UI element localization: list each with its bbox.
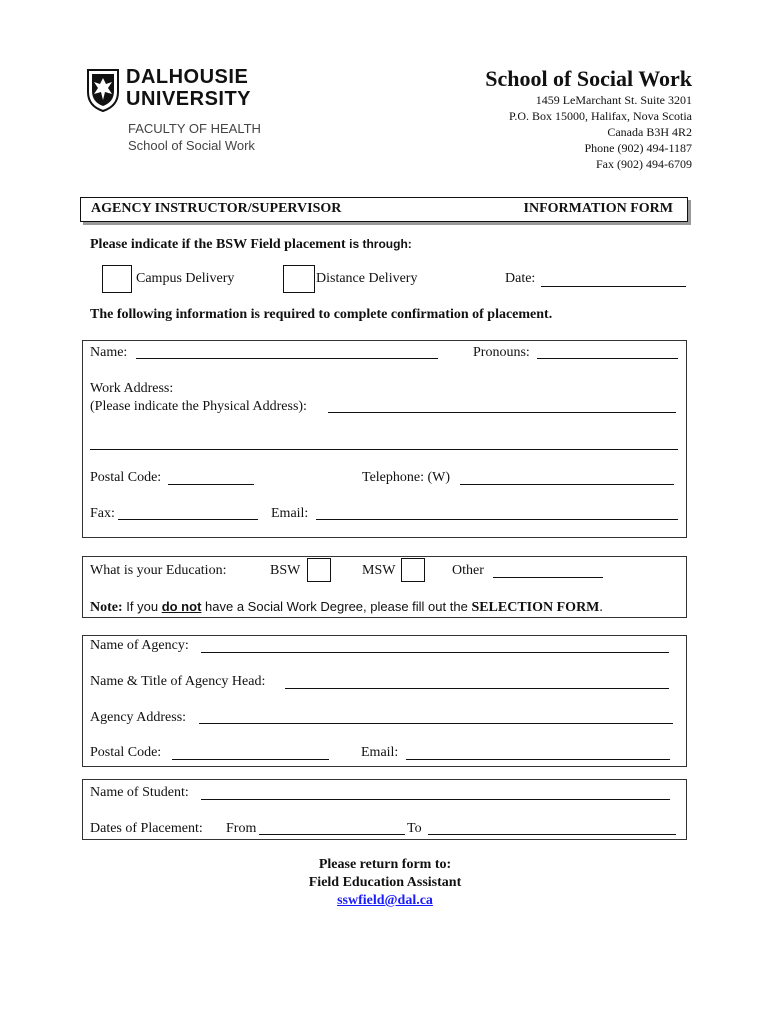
return-line2: Field Education Assistant [308,875,462,890]
address-line: P.O. Box 15000, Halifax, Nova Scotia [509,109,692,123]
pronouns-label: Pronouns: [473,345,530,360]
msw-label: MSW [362,563,396,578]
agency-head-label: Name & Title of Agency Head: [90,674,266,689]
contact-section [82,340,687,538]
work-address-field-2[interactable] [90,449,678,450]
student-name-field[interactable] [201,799,670,800]
other-field[interactable] [493,577,603,578]
distance-delivery-checkbox[interactable] [283,265,315,293]
education-question: What is your Education: [90,563,227,578]
campus-delivery-checkbox[interactable] [102,265,132,293]
postal-code-field[interactable] [168,484,254,485]
address-line: 1459 LeMarchant St. Suite 3201 [535,93,692,107]
bsw-label: BSW [270,563,301,578]
fax-label: Fax: [90,506,115,521]
from-label: From [226,821,257,836]
campus-delivery-label: Campus Delivery [136,271,235,286]
address-line: Fax (902) 494-6709 [596,157,692,171]
agency-address-label: Agency Address: [90,710,187,725]
agency-address-field[interactable] [199,723,673,724]
agency-email-label: Email: [361,745,399,760]
education-note: Note: If you do not have a Social Work Degree, please fill out the SELECTION FORM. [90,599,603,615]
faculty-name: FACULTY OF HEALTH [128,121,261,136]
banner-right: INFORMATION FORM [523,201,673,216]
banner-left: AGENCY INSTRUCTOR/SUPERVISOR [91,201,342,216]
email-label: Email: [271,506,309,521]
address-line: Phone (902) 494-1187 [584,141,692,155]
agency-postal-field[interactable] [172,759,329,760]
address-line: Canada B3H 4R2 [607,125,692,139]
telephone-label: Telephone: (W) [362,470,451,485]
return-email-link[interactable]: sswfield@dal.ca [337,893,433,908]
school-title: School of Social Work [485,66,692,91]
university-logo [86,68,276,152]
school-name-small: School of Social Work [128,138,255,153]
msw-checkbox[interactable] [401,558,425,582]
student-name-label: Name of Student: [90,785,189,800]
name-field[interactable] [136,358,438,359]
pronouns-field[interactable] [537,358,678,359]
required-note: The following information is required to complete confirmation of placement. [90,307,553,322]
form-banner [80,197,688,222]
postal-code-label: Postal Code: [90,470,162,485]
email-field[interactable] [316,519,678,520]
bsw-checkbox[interactable] [307,558,331,582]
other-label: Other [452,563,484,578]
work-address-label: Work Address: [90,381,174,396]
placement-dates-label: Dates of Placement: [90,821,203,836]
to-date-field[interactable] [428,834,676,835]
agency-postal-label: Postal Code: [90,745,162,760]
distance-delivery-label: Distance Delivery [316,271,418,286]
to-label: To [407,821,422,836]
date-field[interactable] [541,286,686,287]
fax-field[interactable] [118,519,258,520]
from-date-field[interactable] [259,834,405,835]
date-label: Date: [505,271,536,286]
agency-name-label: Name of Agency: [90,638,189,653]
dalhousie-crest-icon [86,68,120,112]
agency-email-field[interactable] [406,759,670,760]
logo-line2: UNIVERSITY [126,88,252,110]
school-address [509,92,692,172]
return-line1: Please return form to: [318,857,452,872]
logo-line1: DALHOUSIE [126,66,249,88]
return-instructions [0,856,770,910]
name-label: Name: [90,345,128,360]
placement-question: Please indicate if the BSW Field placement is through: [90,237,412,252]
physical-address-label: (Please indicate the Physical Address): [90,399,307,414]
agency-head-field[interactable] [285,688,669,689]
agency-name-field[interactable] [201,652,669,653]
telephone-field[interactable] [460,484,674,485]
work-address-field-1[interactable] [328,412,676,413]
